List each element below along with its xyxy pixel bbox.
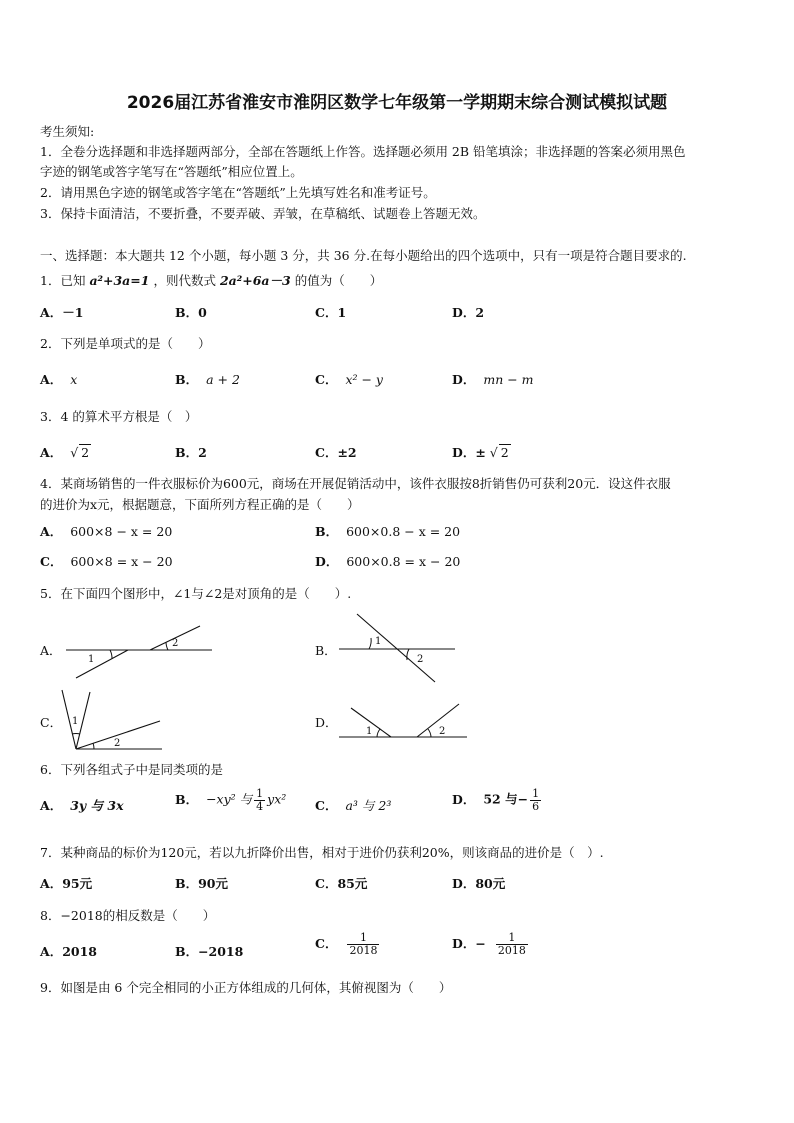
q7-option-b: B．90元 — [175, 876, 228, 891]
q4-option-d: D． 600×0.8 = x − 20 — [315, 554, 461, 569]
svg-text:2: 2 — [417, 654, 424, 665]
q6-option-d: D． 52 与− $\frac{1}{6}$ — [452, 787, 540, 813]
q3-option-c: C．±2 — [315, 445, 357, 460]
q6-option-a: A． 3y 与 3x — [40, 798, 124, 813]
svg-text:2: 2 — [439, 726, 446, 737]
q5-label-c: C． — [40, 715, 63, 730]
notice-heading: 考生须知: — [40, 124, 95, 139]
q1-suffix: 的值为（ ） — [294, 273, 383, 288]
q5-figure-d — [337, 700, 472, 742]
question-9: 9．如图是由 6 个完全相同的小正方体组成的几何体，其俯视图为（ ） — [40, 980, 452, 995]
q2-option-b: B． a + 2 — [175, 372, 240, 387]
svg-text:2: 2 — [172, 638, 179, 649]
q1-option-c: C．1 — [315, 305, 347, 320]
q5-figure-b — [337, 612, 467, 684]
svg-text:1: 1 — [366, 726, 373, 737]
page-title: 2026届江苏省淮安市淮阴区数学七年级第一学期期末综合测试模拟试题 — [126, 93, 668, 113]
notice-item: 2．请用黑色字迹的钢笔或答字笔在“答题纸”上先填写姓名和准考证号。 — [40, 185, 436, 200]
notice-item: 1．全卷分选择题和非选择题两部分，全部在答题纸上作答。选择题必须用 2B 铅笔填涂；非选择题的答案必须用黑色 — [40, 144, 686, 159]
svg-text:1: 1 — [88, 654, 95, 665]
q5-label-d: D． — [315, 715, 338, 730]
q1-mid: ，则代数式 — [153, 273, 216, 288]
q6-option-b: B． −xy² 与 $\frac{1}{4}$ yx² — [175, 787, 287, 813]
q5-figure-c — [58, 688, 168, 752]
question-4-line-2: 的进价为x元，根据题意，下面所列方程正确的是（ ） — [40, 497, 360, 512]
q5-label-a: A． — [40, 643, 62, 658]
q5-label-b: B． — [315, 643, 337, 658]
q1-prefix: 1．已知 — [40, 273, 86, 288]
question-5: 5．在下面四个图形中，∠1与∠2是对顶角的是（ ）. — [40, 586, 352, 601]
q1-option-a: A．－1 — [40, 305, 84, 320]
notice-item: 3．保持卡面清洁，不要折叠，不要弄破、弄皱，在草稿纸、试题卷上答题无效。 — [40, 206, 486, 221]
question-1 — [40, 271, 382, 289]
q2-option-c: C． x² − y — [315, 372, 383, 387]
q8-option-c: C． $\frac{1}{2018}$ — [315, 931, 378, 957]
q3-option-a: A． √ 2 — [40, 445, 90, 460]
q4-option-b: B． 600×0.8 − x = 20 — [315, 524, 461, 539]
q8-option-a: A．2018 — [40, 944, 97, 959]
q2-option-d: D． mn − m — [452, 372, 534, 387]
q1-condition: a²+3a=1 — [89, 273, 150, 288]
svg-text:1: 1 — [72, 716, 79, 727]
question-4-line-1: 4．某商场销售的一件衣服标价为600元，商场在开展促销活动中，该件衣服按8折销售仍可获利20元．设这件衣服 — [40, 476, 671, 491]
q6-option-c: C． a³ 与 2³ — [315, 798, 392, 813]
q1-option-d: D．2 — [452, 305, 485, 320]
q5-figure-a — [62, 612, 222, 684]
question-2: 2．下列是单项式的是（ ） — [40, 336, 211, 351]
q7-option-d: D．80元 — [452, 876, 506, 891]
question-6: 6．下列各组式子中是同类项的是 — [40, 762, 223, 777]
q4-option-c: C． 600×8 = x − 20 — [40, 554, 173, 569]
q7-option-c: C．85元 — [315, 876, 368, 891]
q8-option-b: B．−2018 — [175, 944, 244, 959]
question-8: 8．−2018的相反数是（ ） — [40, 908, 216, 923]
q3-option-d: D．± √ 2 — [452, 445, 509, 460]
q1-option-b: B．0 — [175, 305, 207, 320]
q7-option-a: A．95元 — [40, 876, 93, 891]
q3-option-b: B．2 — [175, 445, 207, 460]
q2-option-a: A． x — [40, 372, 78, 387]
q8-option-d: D．− $\frac{1}{2018}$ — [452, 931, 526, 957]
svg-text:2: 2 — [114, 738, 121, 749]
question-3: 3．4 的算术平方根是（ ） — [40, 409, 198, 424]
section-heading: 一、选择题：本大题共 12 个小题，每小题 3 分，共 36 分.在每小题给出的四个选项中，只有一项是符合题目要求的. — [40, 248, 687, 263]
q1-expression: 2a²+6a－3 — [219, 273, 291, 288]
q4-option-a: A． 600×8 − x = 20 — [40, 524, 173, 539]
notice-item: 字迹的钢笔或答字笔写在“答题纸”相应位置上。 — [40, 164, 303, 179]
svg-text:1: 1 — [375, 636, 382, 647]
question-7: 7．某种商品的标价为120元，若以九折降价出售，相对于进价仍获利20%，则该商品的进价是（ ）. — [40, 845, 604, 860]
